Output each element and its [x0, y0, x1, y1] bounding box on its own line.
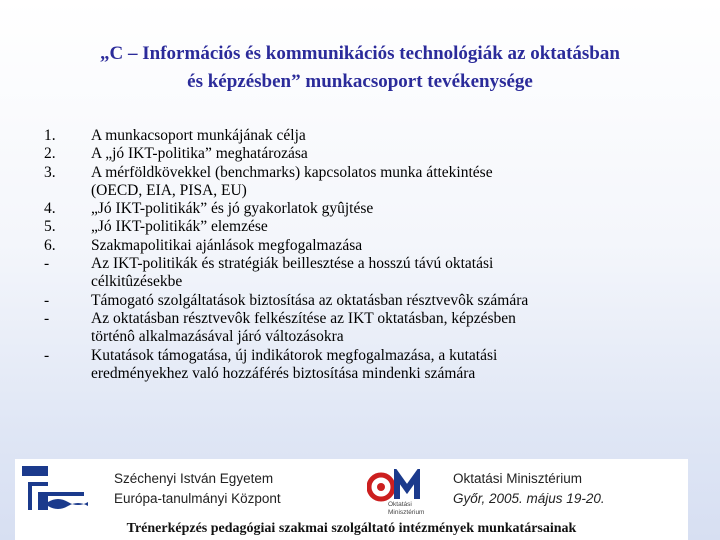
list-marker: 5.: [44, 218, 56, 236]
list-item-text: [91, 310, 684, 347]
om-caption-line-2: Minisztérium: [388, 508, 425, 516]
list-item: [44, 145, 684, 163]
list-item-line: célkitûzésekbe: [91, 273, 183, 291]
list-item-text: [91, 127, 684, 145]
list-item-line: A „jó IKT-politika” meghatározása: [91, 145, 308, 163]
list-item-text: [91, 145, 684, 163]
om-logo-caption: [388, 501, 424, 516]
list-item: [44, 218, 684, 236]
list-marker: 3.: [44, 163, 56, 181]
list-item: [44, 292, 684, 310]
list-item-line: A munkacsoport munkájának célja: [91, 127, 306, 144]
list-marker: 6.: [44, 236, 56, 254]
list-marker: 1.: [44, 127, 56, 144]
list-item-line: „Jó IKT-politikák” elemzése: [91, 218, 268, 236]
list-marker: -: [44, 309, 50, 327]
list-marker: 2.: [44, 145, 56, 163]
footer-banner: [15, 459, 688, 540]
ministry-block: [453, 469, 605, 509]
list-marker: -: [44, 291, 50, 309]
event-date: Győr, 2005. május 19-20.: [453, 491, 605, 506]
list-item: [44, 237, 684, 255]
training-caption: Trénerképzés pedagógiai szakmai szolgáltató intézmények munkatársainak: [126, 521, 577, 536]
list-item-text: [91, 164, 684, 201]
list-item: [44, 200, 684, 218]
list-item: [44, 255, 684, 292]
list-item: [44, 347, 684, 384]
list-item-text: [91, 218, 684, 236]
list-item-line: Szakmapolitikai ajánlások megfogalmazása: [91, 236, 363, 254]
list-item-text: [91, 200, 684, 218]
list-item-line: eredményekhez való hozzáférés biztosítása mindenki számára: [91, 364, 476, 382]
list-item: [44, 127, 684, 145]
list-item-line: „Jó IKT-politikák” és jó gyakorlatok gyûjtése: [91, 200, 374, 218]
list-marker: 4.: [44, 200, 56, 218]
list-item-text: [91, 347, 684, 384]
university-logo-icon: [18, 462, 88, 518]
university-name: [114, 469, 281, 509]
list-item-line: Az oktatásban résztvevôk felkészítése az IKT oktatásban, képzésben: [91, 309, 516, 327]
ministry-name: Oktatási Minisztérium: [453, 471, 583, 486]
list-item: [44, 310, 684, 347]
list-item-line: A mérföldkövekkel (benchmarks) kapcsolatos munka áttekintése: [91, 163, 493, 181]
list-item-text: [91, 255, 684, 292]
list-item-text: [91, 237, 684, 255]
title-line-2: és képzésben” munkacsoport tevékenysége: [187, 71, 533, 92]
university-line-1: Széchenyi István Egyetem: [114, 471, 274, 486]
list-marker: -: [44, 346, 50, 364]
title-line-1: „C – Információs és kommunikációs technológiák az oktatásban: [100, 43, 620, 64]
list-item-line: Kutatások támogatása, új indikátorok megfogalmazása, a kutatási: [91, 346, 498, 364]
list-item-text: [91, 292, 684, 310]
activity-list: [44, 127, 684, 383]
university-line-2: Európa-tanulmányi Központ: [114, 491, 281, 506]
om-caption-line-1: Oktatási: [388, 501, 412, 508]
list-item: [44, 164, 684, 201]
list-item-line: Az IKT-politikák és stratégiák beillesztése a hosszú távú oktatási: [91, 255, 494, 273]
slide-title: [0, 40, 720, 96]
list-item-line: Támogató szolgáltatások biztosítása az oktatásban résztvevôk számára: [91, 291, 529, 309]
list-item-line: történô alkalmazásával járó változásokra: [91, 328, 344, 346]
list-marker: -: [44, 255, 50, 273]
list-item-line: (OECD, EIA, PISA, EU): [91, 181, 247, 199]
